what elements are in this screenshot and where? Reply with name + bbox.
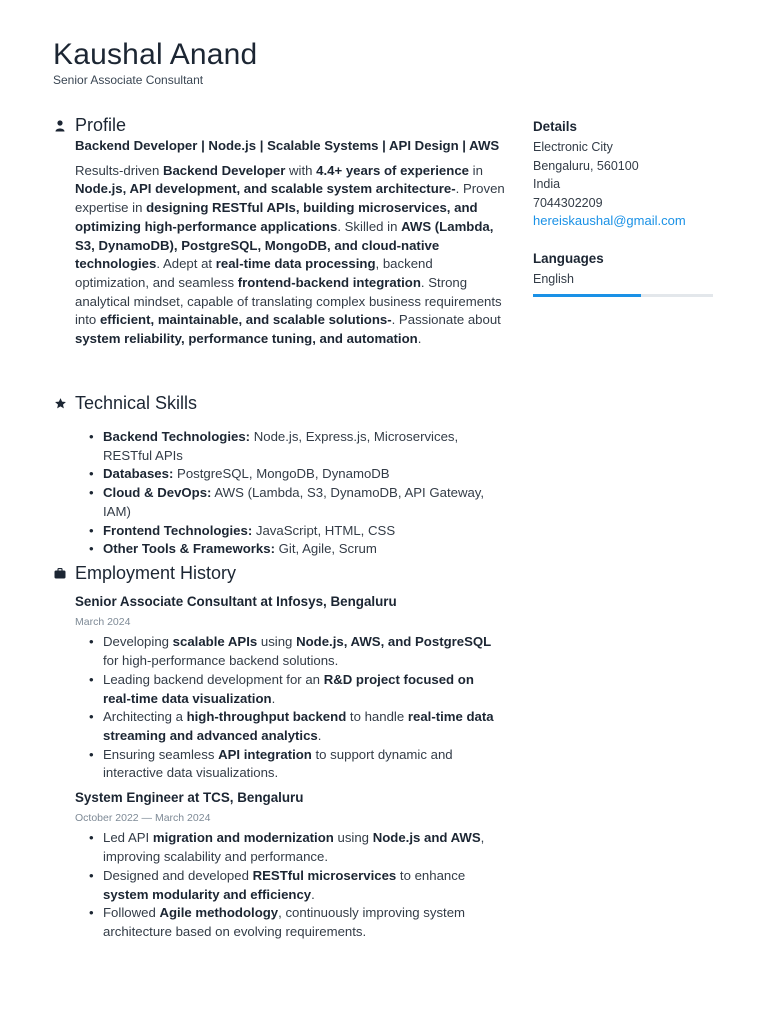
briefcase-icon: [53, 567, 67, 581]
job-entry: [75, 593, 505, 783]
body-text: , continuously improving system architecture based on evolving requirements.: [103, 905, 466, 939]
job-bullet: [103, 671, 505, 708]
skill-item: [103, 428, 505, 465]
emphasis-text: migration and modernization: [152, 830, 334, 846]
body-text: Developing: [103, 634, 173, 650]
job-title: Senior Associate Consultant at Infosys, Bengaluru: [75, 594, 397, 609]
emphasis-text: Agile methodology: [159, 905, 279, 921]
job-bullet: [103, 708, 505, 745]
profile-body: [75, 137, 505, 349]
skill-item: [103, 540, 505, 559]
job-entry: [75, 789, 505, 942]
skill-category: Backend Technologies:: [103, 429, 251, 444]
address-line-2: Bengaluru, 560100: [533, 158, 639, 173]
skill-item: [103, 484, 505, 521]
star-icon: [53, 397, 67, 411]
body-text: Leading backend development for an: [103, 671, 324, 687]
skill-values: Node.js, Express.js, Microservices, RESTful APIs: [103, 429, 459, 463]
emphasis-text: AWS (Lambda, S3, DynamoDB), PostgreSQL, MongoDB, and cloud-native technologies: [75, 218, 494, 272]
job-bullet: [103, 829, 505, 866]
email-link[interactable]: hereiskaushal@gmail.com: [533, 213, 686, 229]
employment-heading: Employment History: [75, 563, 237, 583]
body-text: , improving scalability and performance.: [103, 830, 485, 865]
emphasis-text: high-throughput backend: [186, 709, 347, 725]
job-date: October 2022 — March 2024: [75, 811, 211, 824]
emphasis-text: scalable APIs: [172, 634, 258, 650]
job-bullet: [103, 746, 505, 783]
job-title: System Engineer at TCS, Bengaluru: [75, 790, 304, 806]
job-bullets: [75, 829, 505, 941]
emphasis-text: frontend-backend integration: [237, 274, 421, 290]
phone-number: 7044302209: [533, 195, 603, 210]
body-text: for high-performance backend solutions.: [103, 653, 339, 669]
body-text: with: [285, 162, 317, 178]
body-text: using: [333, 830, 373, 846]
emphasis-text: real-time data streaming and advanced analytics: [103, 709, 494, 743]
body-text: .: [311, 886, 315, 902]
job-bullet: [103, 904, 505, 941]
profile-summary: [75, 162, 505, 349]
body-text: using: [257, 634, 297, 650]
skill-category: Frontend Technologies:: [103, 522, 253, 538]
candidate-name: Kaushal Anand: [53, 38, 258, 71]
skill-category: Databases:: [103, 466, 174, 482]
skill-item: [103, 465, 505, 484]
body-text: Results-driven: [75, 162, 163, 178]
job-bullets: [75, 633, 505, 783]
body-text: . Passionate about: [391, 312, 501, 328]
profile-section-header: [53, 115, 126, 136]
skill-values: PostgreSQL, MongoDB, DynamoDB: [173, 466, 390, 482]
language-level-bar: [533, 294, 713, 297]
body-text: , backend optimization, and seamless: [75, 256, 433, 290]
body-text: .: [317, 727, 322, 743]
candidate-title: Senior Associate Consultant: [53, 73, 204, 87]
skills-heading: Technical Skills: [75, 393, 198, 413]
body-text: Architecting a: [103, 709, 187, 725]
emphasis-text: 4.4+ years of experience: [316, 162, 469, 178]
skill-values: Git, Agile, Scrum: [274, 541, 377, 557]
emphasis-text: API integration: [218, 746, 312, 762]
emphasis-text: R&D project focused on real-time data visualization: [103, 671, 474, 706]
body-text: to handle: [346, 709, 408, 725]
job-bullet: [103, 867, 505, 904]
body-text: . Proven expertise in: [75, 181, 505, 216]
body-text: Designed and developed: [103, 867, 253, 883]
emphasis-text: Node.js and AWS: [372, 830, 481, 846]
body-text: . Skilled in: [337, 218, 402, 234]
body-text: to support dynamic and interactive data visualizations.: [103, 746, 453, 781]
skill-category: Other Tools & Frameworks:: [103, 541, 275, 557]
body-text: to enhance: [396, 867, 466, 883]
address-line-1: Electronic City: [533, 140, 613, 155]
skill-category: Cloud & DevOps:: [103, 485, 212, 501]
employment-body: [75, 593, 505, 942]
emphasis-text: efficient, maintainable, and scalable solutions-: [99, 312, 392, 328]
body-text: Followed: [103, 905, 160, 921]
emphasis-text: system reliability, performance tuning, and automation: [75, 331, 418, 347]
profile-heading: Profile: [75, 115, 127, 135]
emphasis-text: system modularity and efficiency: [103, 886, 312, 902]
body-text: . Strong analytical mindset, capable of translating complex business requirements into: [75, 274, 502, 328]
profile-headline: Backend Developer | Node.js | Scalable Systems | API Design | AWS: [75, 138, 500, 153]
body-text: in: [469, 162, 483, 178]
job-date: March 2024: [75, 615, 131, 628]
language-name: English: [533, 272, 574, 287]
body-text: Ensuring seamless: [103, 746, 219, 762]
languages-heading: Languages: [533, 251, 604, 266]
emphasis-text: RESTful microservices: [252, 867, 397, 883]
body-text: .: [417, 331, 422, 347]
body-text: Led API: [103, 830, 153, 846]
address-country: India: [533, 177, 561, 192]
skill-item: [103, 522, 505, 541]
emphasis-text: Node.js, API development, and scalable system architecture-: [75, 181, 456, 197]
job-bullet: [103, 633, 505, 670]
employment-section-header: [53, 563, 236, 584]
skill-values: AWS (Lambda, S3, DynamoDB, API Gateway, IAM): [103, 485, 485, 519]
details-panel: [533, 118, 713, 230]
details-heading: Details: [533, 119, 577, 134]
emphasis-text: real-time data processing: [215, 256, 376, 272]
skills-section-header: [53, 393, 197, 414]
skill-values: JavaScript, HTML, CSS: [252, 522, 396, 538]
person-icon: [53, 119, 67, 133]
skills-list: [75, 428, 505, 559]
emphasis-text: Node.js, AWS, and PostgreSQL: [296, 634, 492, 650]
language-level-fill: [533, 294, 641, 297]
languages-panel: [533, 250, 713, 297]
skills-body: [75, 428, 505, 559]
emphasis-text: designing RESTful APIs, building microservices, and optimizing high-performance applications: [75, 200, 478, 234]
body-text: .: [271, 690, 276, 706]
body-text: . Adept at: [156, 256, 216, 272]
emphasis-text: Backend Developer: [162, 162, 286, 178]
